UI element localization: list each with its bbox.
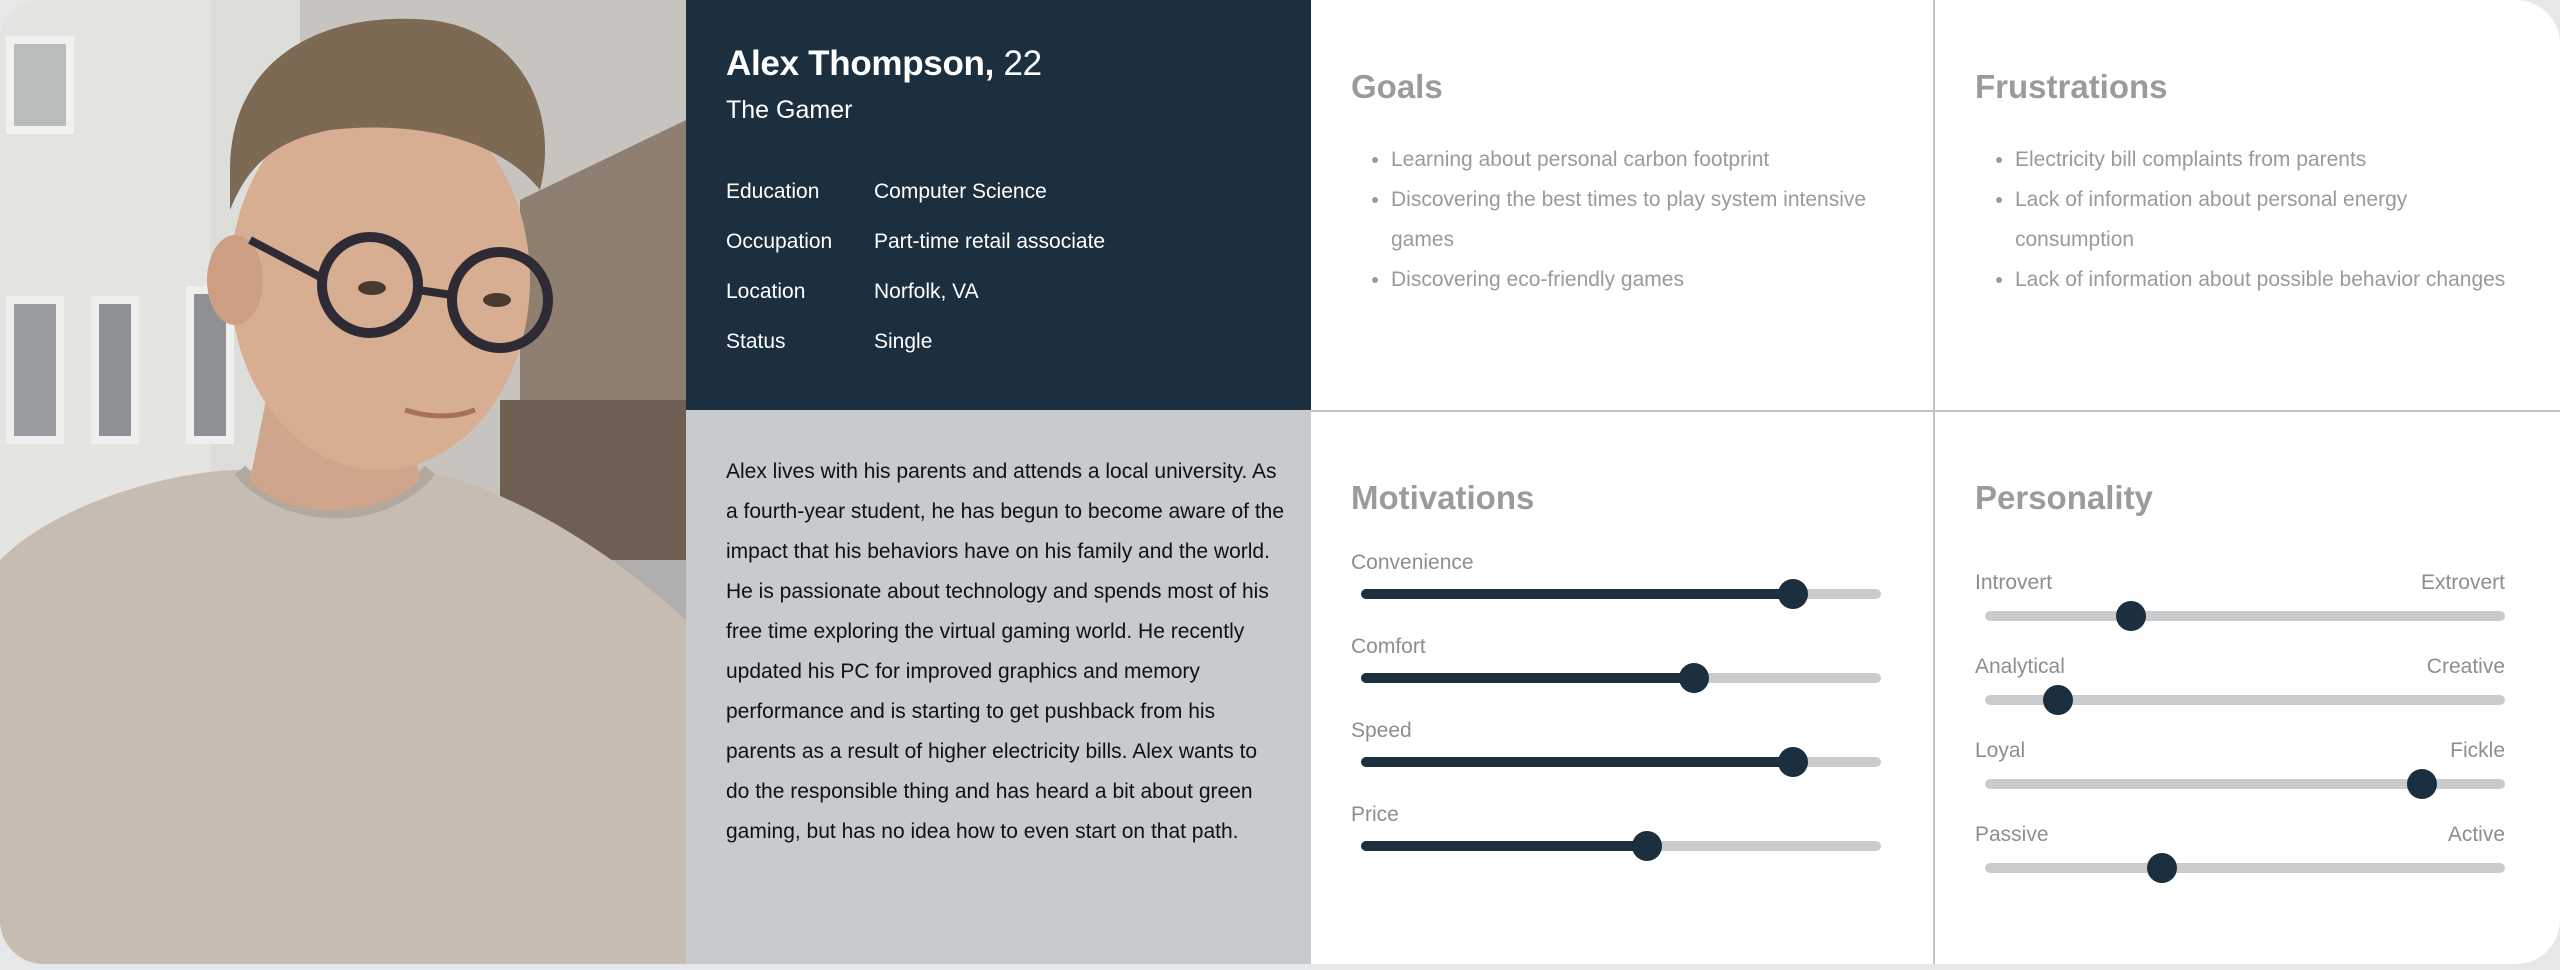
slider-track[interactable] — [1985, 695, 2505, 705]
frustrations-section — [1935, 0, 2560, 410]
goal-item: • Discovering eco-friendly games — [1391, 260, 1891, 300]
persona-bio — [686, 410, 1311, 964]
slider-left-label: Loyal — [1975, 739, 2026, 762]
motivations-section — [1311, 411, 1934, 964]
slider-fill — [1361, 757, 1793, 767]
personality-slider-loyal-fickle[interactable] — [1975, 739, 2505, 809]
slider-handle[interactable] — [2116, 601, 2146, 631]
slider-handle[interactable] — [1778, 579, 1808, 609]
detail-label: Occupation — [726, 230, 833, 253]
slider-left-label: Analytical — [1975, 655, 2065, 678]
motivation-slider-price[interactable] — [1351, 803, 1881, 873]
frustration-item: • Lack of information about possible behavior changes — [2015, 260, 2515, 300]
detail-value: Single — [874, 330, 933, 353]
detail-label: Education — [726, 180, 820, 203]
slider-label: Comfort — [1351, 635, 1426, 658]
slider-label: Speed — [1351, 719, 1412, 742]
slider-right-label: Extrovert — [2420, 571, 2505, 594]
goal-item: • Learning about personal carbon footprint — [1391, 140, 1891, 180]
slider-right-label: Active — [2447, 823, 2505, 846]
persona-header — [686, 0, 1311, 410]
goals-title: Goals — [1351, 68, 1443, 105]
personality-slider-analytical-creative[interactable] — [1975, 655, 2505, 725]
frustration-item: • Electricity bill complaints from parents — [2015, 140, 2515, 180]
bio-text: Alex lives with his parents and attends a local university. As a fourth-year student, he has begun to become aware of the impact that his behaviors have on his family and the world. He is passionate about technology and spends most of his free time exploring the virtual gaming world. He recently updated his PC for improved graphics and memory performance and is starting to get pushback from his parents as a result of higher electricity bills. Alex wants to do the responsible thing and has heard a bit about green gaming, but has no idea how to even start on that path. — [726, 460, 1285, 843]
personality-section — [1935, 411, 2560, 964]
slider-label: Convenience — [1351, 551, 1474, 574]
frustrations-list — [1975, 140, 2515, 300]
motivation-slider-convenience[interactable] — [1351, 551, 1881, 621]
personality-slider-introvert-extrovert[interactable] — [1975, 571, 2505, 641]
slider-right-label: Fickle — [2450, 739, 2505, 762]
personality-slider-passive-active[interactable] — [1975, 823, 2505, 893]
slider-track[interactable] — [1361, 673, 1881, 683]
detail-row-status — [726, 330, 1105, 380]
detail-row-location — [726, 280, 1105, 330]
detail-value: Norfolk, VA — [874, 280, 979, 303]
goals-section — [1311, 0, 1934, 410]
slider-right-label: Creative — [2426, 655, 2505, 678]
persona-name: Alex Thompson, — [726, 44, 995, 83]
persona-archetype: The Gamer — [726, 96, 853, 124]
slider-handle[interactable] — [1632, 831, 1662, 861]
frustration-item: • Lack of information about personal energy consumption — [2015, 180, 2515, 260]
motivation-slider-comfort[interactable] — [1351, 635, 1881, 705]
slider-track[interactable] — [1985, 863, 2505, 873]
slider-fill — [1361, 589, 1793, 599]
slider-track[interactable] — [1361, 841, 1881, 851]
detail-value: Computer Science — [874, 180, 1047, 203]
personality-title: Personality — [1975, 479, 2153, 516]
slider-label: Price — [1351, 803, 1399, 826]
slider-handle[interactable] — [2407, 769, 2437, 799]
slider-track[interactable] — [1361, 757, 1881, 767]
persona-age: 22 — [1003, 44, 1042, 83]
slider-handle[interactable] — [1778, 747, 1808, 777]
slider-fill — [1361, 673, 1694, 683]
slider-handle[interactable] — [2043, 685, 2073, 715]
slider-handle[interactable] — [2147, 853, 2177, 883]
slider-track[interactable] — [1985, 611, 2505, 621]
motivation-slider-speed[interactable] — [1351, 719, 1881, 789]
slider-handle[interactable] — [1679, 663, 1709, 693]
persona-details — [726, 180, 1105, 380]
persona-photo — [0, 0, 686, 964]
detail-row-occupation — [726, 230, 1105, 280]
detail-value: Part-time retail associate — [874, 230, 1106, 253]
persona-name-line — [726, 44, 1042, 84]
slider-left-label: Introvert — [1975, 571, 2053, 594]
detail-label: Location — [726, 280, 806, 303]
motivations-title: Motivations — [1351, 479, 1535, 516]
detail-row-education — [726, 180, 1105, 230]
frustrations-title: Frustrations — [1975, 68, 2168, 105]
slider-track[interactable] — [1361, 589, 1881, 599]
goals-list — [1351, 140, 1891, 300]
slider-track[interactable] — [1985, 779, 2505, 789]
goal-item: • Discovering the best times to play system intensive games — [1391, 180, 1891, 260]
slider-left-label: Passive — [1975, 823, 2049, 846]
slider-fill — [1361, 841, 1647, 851]
detail-label: Status — [726, 330, 786, 353]
